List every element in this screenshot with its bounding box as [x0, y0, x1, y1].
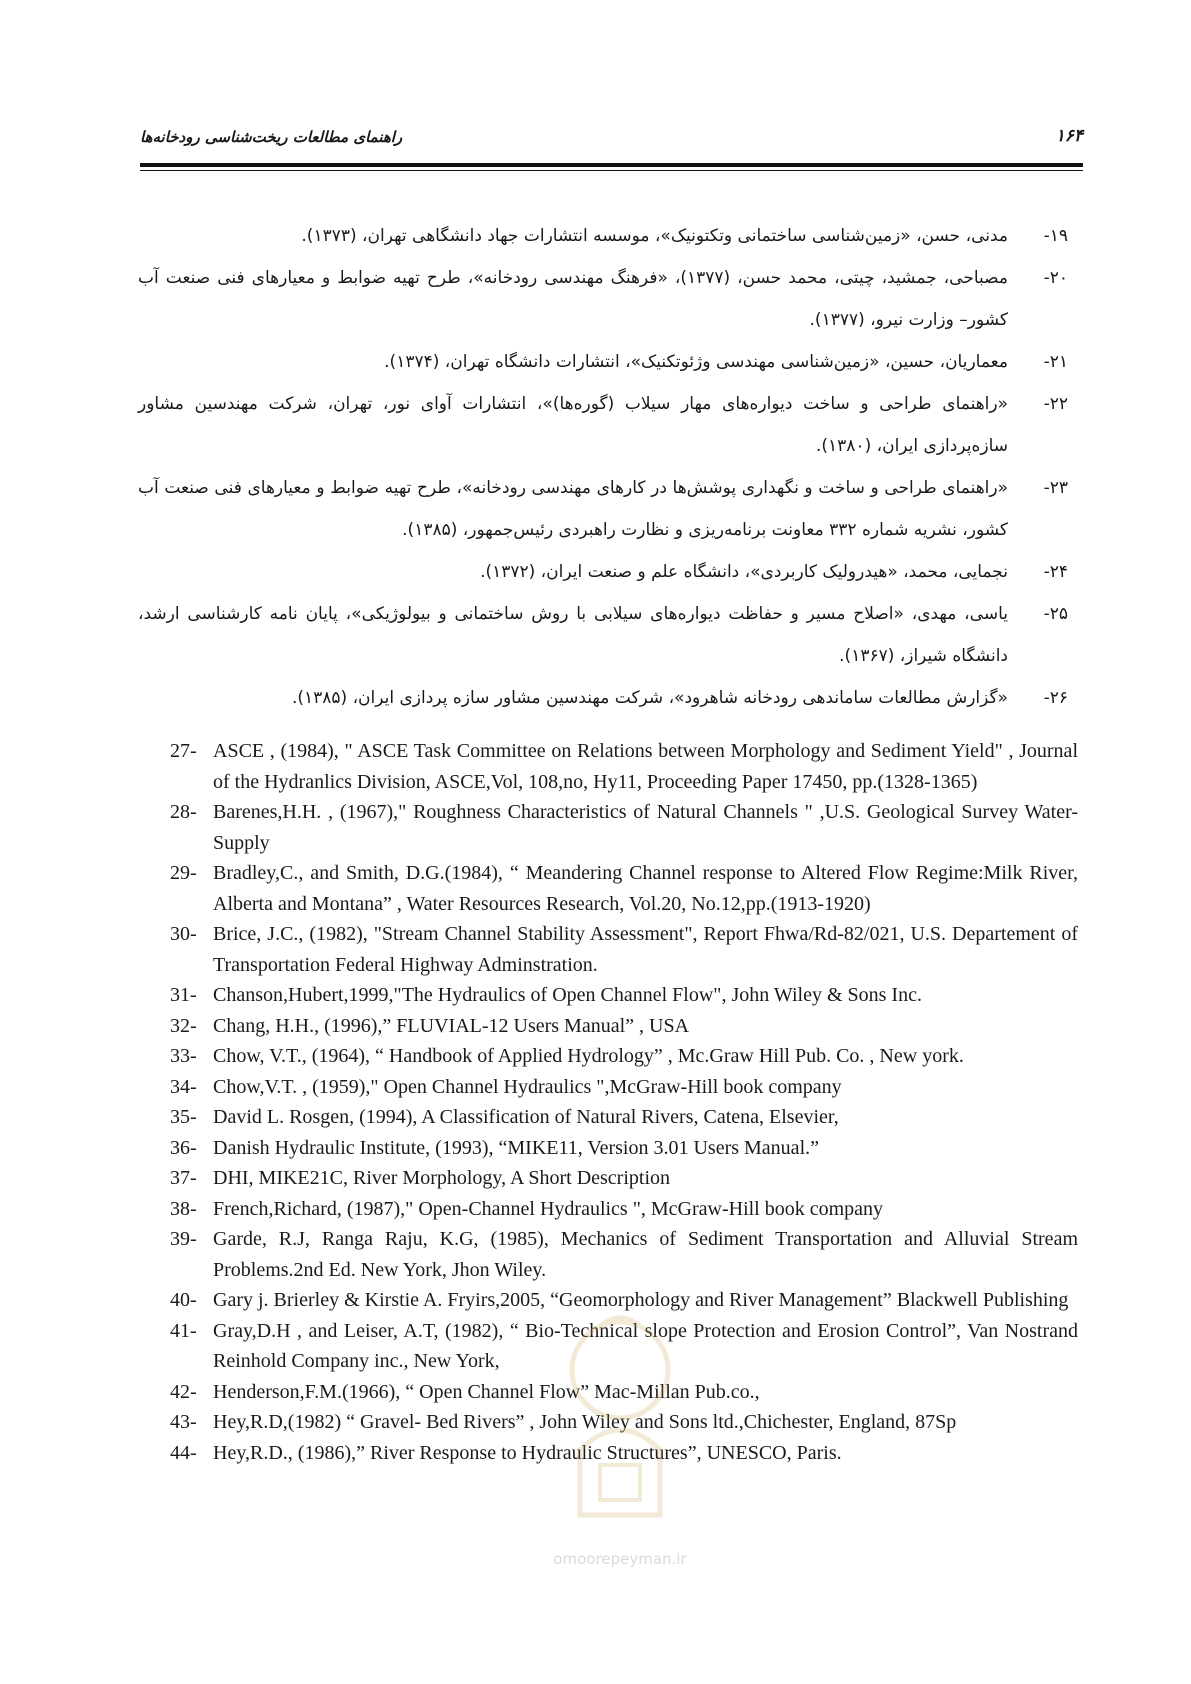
reference-item — [170, 1285, 1078, 1316]
reference-text: «راهنمای طراحی و ساخت و نگهداری پوشش‌ها در کارهای مهندسی رودخانه»، طرح تهیه ضوابط و معیارهای فنی صنعت آب کشور، نشریه شماره ۳۳۲ معاونت برنامه‌ریزی و نظارت راهبردی رئیس‌جمهور، (۱۳۸۵). — [138, 478, 1008, 540]
reference-number: 31- — [170, 984, 197, 1006]
reference-item — [170, 1194, 1078, 1225]
reference-text: Chanson,Hubert,1999,"The Hydraulics of Open Channel Flow", John Wiley & Sons Inc. — [213, 984, 922, 1006]
reference-text: «گزارش مطالعات ساماندهی رودخانه شاهرود»، شرکت مهندسین مشاور سازه پردازی ایران، (۱۳۸۵). — [291, 688, 1008, 708]
reference-item — [170, 1316, 1078, 1377]
reference-text: Bradley,C., and Smith, D.G.(1984), “ Meandering Channel response to Altered Flow Regime:Milk River, Alberta and Montana” , Water Resources Research, Vol.20, No.12,pp.(1913-1920) — [213, 862, 1078, 915]
running-header — [140, 128, 1083, 164]
reference-number: ۲۴- — [1043, 562, 1068, 582]
reference-item — [138, 677, 1068, 719]
reference-number: ۲۵- — [1043, 604, 1068, 624]
reference-text: مصباحی، جمشید، چیتی، محمد حسن، (۱۳۷۷)، «فرهنگ مهندسی رودخانه»، طرح تهیه ضوابط و معیارهای فنی صنعت آب کشور– وزارت نیرو، (۱۳۷۷). — [138, 268, 1008, 330]
reference-text: Danish Hydraulic Institute, (1993), “MIKE11, Version 3.01 Users Manual.” — [213, 1136, 819, 1159]
reference-number: ۲۳- — [1043, 478, 1068, 498]
reference-item — [170, 1438, 1078, 1469]
watermark-text: omoorepeyman.ir — [553, 1550, 687, 1568]
reference-item — [170, 1011, 1078, 1042]
header-rule-thick — [140, 163, 1083, 167]
reference-item — [138, 593, 1068, 677]
reference-number: 34- — [170, 1075, 197, 1098]
reference-text: یاسی، مهدی، «اصلاح مسیر و حفاظت دیواره‌های سیلابی با روش ساختمانی و بیولوژیکی»، پایان نامه کارشناسی ارشد، دانشگاه شیراز، (۱۳۶۷). — [138, 604, 1008, 666]
reference-number: ۲۶- — [1043, 688, 1068, 708]
reference-number: 35- — [170, 1106, 197, 1128]
persian-reference-list — [138, 215, 1068, 719]
english-reference-list — [170, 736, 1078, 1468]
reference-item — [170, 1224, 1078, 1285]
reference-text: Hey,R.D,(1982) “ Gravel- Bed Rivers” , John Wiley and Sons ltd.,Chichester, England, 87Sp — [213, 1411, 957, 1433]
reference-item — [170, 1102, 1078, 1133]
reference-item — [138, 467, 1068, 551]
reference-item — [138, 551, 1068, 593]
reference-text: Gray,D.H , and Leiser, A.T, (1982), “ Bio-Technical slope Protection and Erosion Control”, Van Nostrand Reinhold Company inc., New York, — [213, 1319, 1078, 1372]
header-rule-thin — [140, 170, 1083, 171]
reference-text: ASCE , (1984), " ASCE Task Committee on Relations between Morphology and Sediment Yield" , Journal of the Hydranlics Division, ASCE,Vol, 108,no, Hy11, Proceeding Paper 17450, pp.(1328-1365) — [213, 740, 1078, 793]
reference-number: 38- — [170, 1197, 197, 1220]
reference-item — [170, 858, 1078, 919]
reference-text: Garde, R.J, Ranga Raju, K.G, (1985), Mechanics of Sediment Transportation and Alluvial Stream Problems.2nd Ed. New York, Jhon Wiley. — [213, 1228, 1078, 1281]
reference-text: Barenes,H.H. , (1967)," Roughness Characteristics of Natural Channels " ,U.S. Geological Survey Water-Supply — [213, 801, 1078, 854]
reference-item — [170, 919, 1078, 980]
page-number: ۱۶۴ — [1055, 126, 1083, 146]
reference-item — [170, 1377, 1078, 1408]
reference-number: ۲۲- — [1043, 394, 1068, 414]
reference-item — [170, 1407, 1078, 1438]
reference-text: French,Richard, (1987)," Open-Channel Hydraulics ", McGraw-Hill book company — [213, 1197, 884, 1220]
reference-text: DHI, MIKE21C, River Morphology, A Short Description — [213, 1167, 671, 1189]
reference-number: 28- — [170, 801, 197, 823]
reference-item — [170, 1133, 1078, 1164]
reference-item — [170, 1041, 1078, 1072]
reference-item — [138, 257, 1068, 341]
reference-text: Chow, V.T., (1964), “ Handbook of Applied Hydrology” , Mc.Graw Hill Pub. Co. , New york. — [213, 1045, 964, 1067]
reference-number: 39- — [170, 1228, 197, 1250]
reference-item — [138, 383, 1068, 467]
reference-number: 44- — [170, 1441, 197, 1464]
reference-number: 37- — [170, 1167, 197, 1189]
header-title: راهنمای مطالعات ریخت‌شناسی رودخانه‌ها — [140, 128, 403, 146]
reference-number: 40- — [170, 1289, 197, 1311]
reference-text: مدنی، حسن، «زمین‌شناسی ساختمانی وتکتونیک»، موسسه انتشارات جهاد دانشگاهی تهران، (۱۳۷۳). — [301, 226, 1008, 246]
reference-text: Chow,V.T. , (1959)," Open Channel Hydraulics ",McGraw-Hill book company — [213, 1075, 842, 1098]
reference-number: 29- — [170, 862, 197, 884]
reference-number: 42- — [170, 1380, 197, 1403]
reference-item — [170, 797, 1078, 858]
reference-text: Henderson,F.M.(1966), “ Open Channel Flow” Mac-Millan Pub.co., — [213, 1380, 760, 1403]
reference-number: 43- — [170, 1411, 197, 1433]
reference-text: معماریان، حسین، «زمین‌شناسی مهندسی وژئوتکنیک»، انتشارات دانشگاه تهران، (۱۳۷۴). — [384, 352, 1008, 372]
reference-number: 27- — [170, 740, 197, 762]
reference-text: «راهنمای طراحی و ساخت دیواره‌های مهار سیلاب (گوره‌ها)»، انتشارات آوای نور، تهران، شرکت مهندسین مشاور سازه‌پردازی ایران، (۱۳۸۰). — [138, 394, 1008, 456]
reference-number: 30- — [170, 923, 197, 945]
reference-number: 32- — [170, 1014, 197, 1037]
reference-number: 36- — [170, 1136, 197, 1159]
reference-item — [138, 215, 1068, 257]
reference-text: نجمایی، محمد، «هیدرولیک کاربردی»، دانشگاه علم و صنعت ایران، (۱۳۷۲). — [480, 562, 1008, 582]
reference-item — [170, 980, 1078, 1011]
reference-number: ۲۰- — [1043, 268, 1068, 288]
reference-item — [138, 341, 1068, 383]
reference-text: Hey,R.D., (1986),” River Response to Hydraulic Structures”, UNESCO, Paris. — [213, 1441, 842, 1464]
reference-text: Brice, J.C., (1982), "Stream Channel Stability Assessment", Report Fhwa/Rd-82/021, U.S. Departement of Transportation Federal Highway Adminstration. — [213, 923, 1078, 976]
reference-number: 33- — [170, 1045, 197, 1067]
reference-item — [170, 736, 1078, 797]
reference-item — [170, 1163, 1078, 1194]
reference-text: Gary j. Brierley & Kirstie A. Fryirs,2005, “Geomorphology and River Management” Blackwell Publishing — [213, 1289, 1069, 1311]
reference-number: 41- — [170, 1319, 197, 1342]
reference-text: David L. Rosgen, (1994), A Classification of Natural Rivers, Catena, Elsevier, — [213, 1106, 839, 1128]
reference-item — [170, 1072, 1078, 1103]
reference-text: Chang, H.H., (1996),” FLUVIAL-12 Users Manual” , USA — [213, 1014, 690, 1037]
reference-number: ۲۱- — [1043, 352, 1068, 372]
reference-number: ۱۹- — [1043, 226, 1068, 246]
